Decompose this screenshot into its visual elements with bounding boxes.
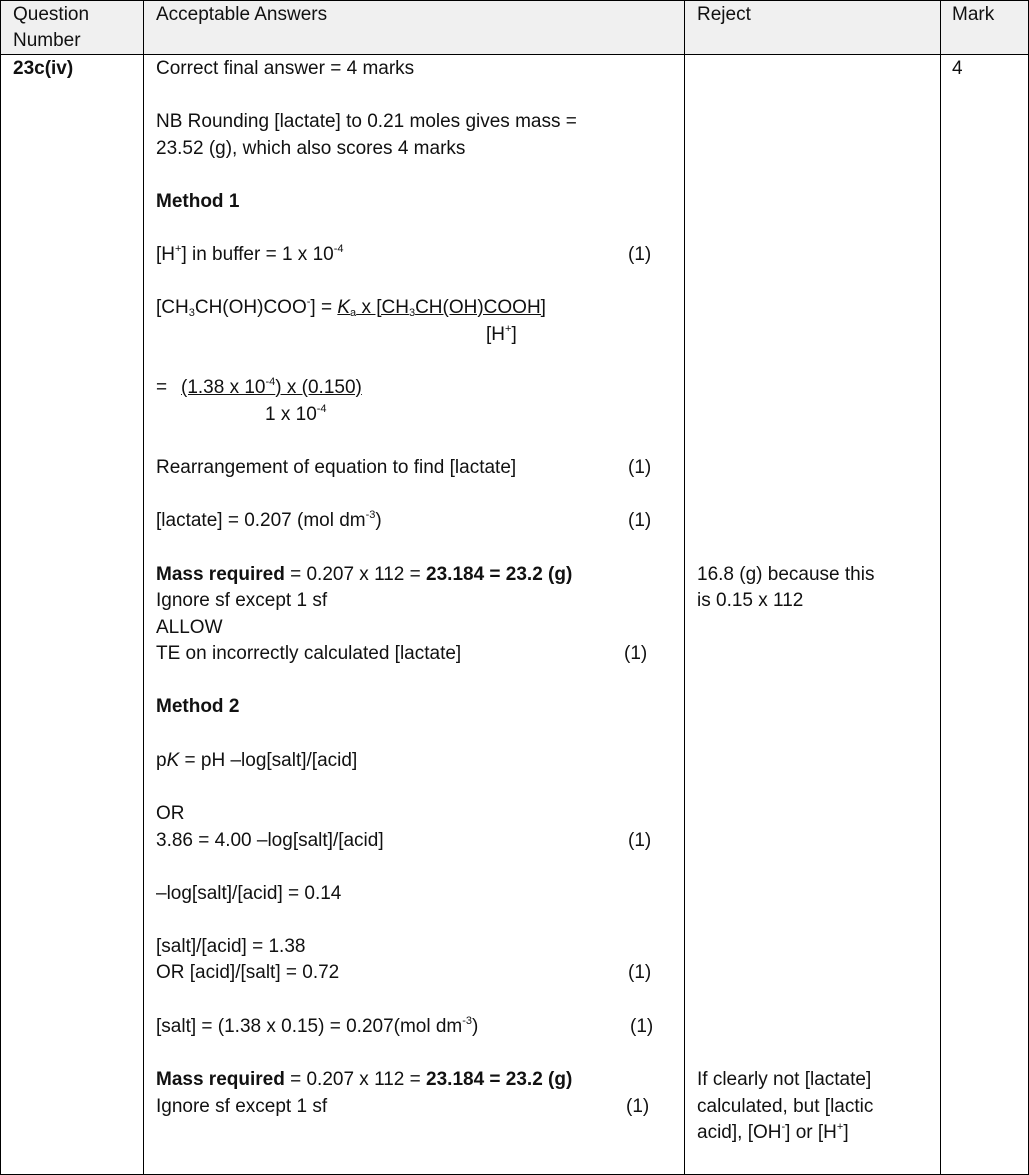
table-border-left	[0, 0, 1, 1175]
allow-label: ALLOW	[156, 617, 223, 638]
ka-equation: $[CH_3CH(OH)COO^-] = K_a$ x $[CH_3CH(OH)COOH]$	[156, 296, 546, 319]
header-question-number-line2: Number	[13, 30, 81, 51]
table-border-top	[0, 0, 1029, 1]
neg-log-ratio: –log[salt]/[acid] = 0.14	[156, 883, 342, 904]
ignore-sf-2: Ignore sf except 1 sf	[156, 1096, 328, 1117]
reject-1-line1: 16.8 (g) because this	[697, 564, 875, 585]
final-answer-note: Correct final answer = 4 marks	[156, 58, 415, 79]
method-1-heading: Method 1	[156, 191, 240, 212]
h-in-buffer: [H+] in buffer = 1 x $10^{-4}$	[156, 243, 344, 265]
rearrangement: Rearrangement of equation to find [lactate]	[156, 457, 517, 478]
column-divider-3	[940, 0, 941, 1175]
mass-required-2: Mass required = 0.207 x 112 = 23.184 = 23.2 (g)	[156, 1069, 573, 1090]
lactate-concentration: [lactate] = 0.207 (mol $dm^{-3}$)	[156, 509, 382, 531]
reject-1-line2: is 0.15 x 112	[697, 590, 804, 611]
header-question-number-line1: Question	[13, 4, 90, 25]
te-note: TE on incorrectly calculated [lactate]	[156, 643, 462, 664]
mark-rearrangement: (1)	[628, 457, 652, 478]
mass-required-1: Mass required = 0.207 x 112 = 23.184 = 23.2 (g)	[156, 564, 573, 585]
acid-salt-ratio: OR [acid]/[salt] = 0.72	[156, 962, 340, 983]
method-2-heading: Method 2	[156, 696, 240, 717]
ignore-sf-1: Ignore sf except 1 sf	[156, 590, 328, 611]
mark-ratio: (1)	[628, 962, 652, 983]
column-divider-2	[684, 0, 685, 1175]
header-reject: Reject	[697, 4, 751, 25]
column-divider-1	[143, 0, 144, 1175]
salt-acid-ratio: [salt]/[acid] = 1.38	[156, 936, 306, 957]
pk-values: 3.86 = 4.00 –log[salt]/[acid]	[156, 830, 384, 851]
calc-equals: =	[156, 377, 168, 398]
header-mark: Mark	[952, 4, 995, 25]
mark-h-buffer: (1)	[628, 244, 652, 265]
mark-lactate: (1)	[628, 510, 652, 531]
mark-te: (1)	[624, 643, 648, 664]
header-divider	[0, 54, 1029, 55]
calc-denominator: 1 x $10^{-4}$	[265, 403, 327, 425]
question-number: 23c(iv)	[13, 58, 74, 79]
ka-equation-denominator: [H+]	[486, 323, 517, 345]
pk-equation: pK = pH –log[salt]/[acid]	[156, 750, 358, 771]
or-1: OR	[156, 803, 185, 824]
header-acceptable-answers: Acceptable Answers	[156, 4, 328, 25]
mark-pk-values: (1)	[628, 830, 652, 851]
salt-concentration: [salt] = (1.38 x 0.15) = 0.207(mol $dm^{-3}$)	[156, 1015, 479, 1037]
calc-numerator: (1.38 x $10^{-4}$) x (0.150)	[181, 376, 362, 398]
mark-value: 4	[952, 58, 963, 79]
mark-salt: (1)	[630, 1016, 654, 1037]
reject-2-line2: calculated, but [lactic	[697, 1096, 874, 1117]
reject-2-line1: If clearly not [lactate]	[697, 1069, 872, 1090]
reject-2-line3: acid], [OH-] or [H+]	[697, 1121, 849, 1143]
nb-rounding-line1: NB Rounding [lactate] to 0.21 moles gives mass =	[156, 111, 577, 132]
nb-rounding-line2: 23.52 (g), which also scores 4 marks	[156, 138, 466, 159]
header-row	[0, 0, 1029, 54]
mark-mass-2: (1)	[626, 1096, 650, 1117]
